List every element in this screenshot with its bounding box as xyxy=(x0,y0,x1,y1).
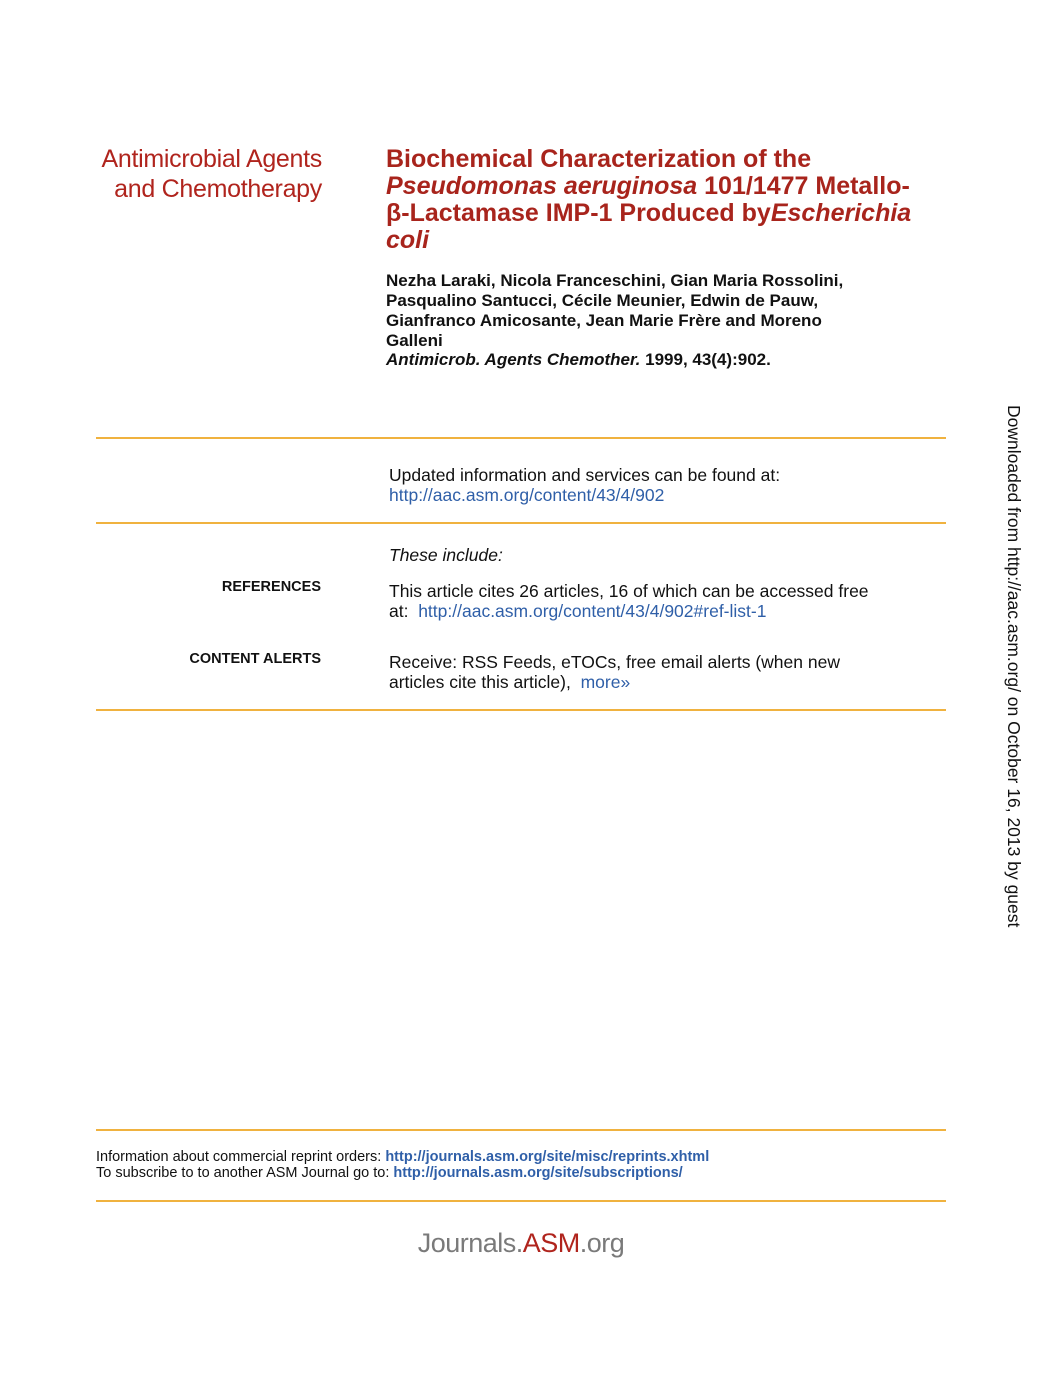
divider-middle xyxy=(96,522,946,524)
authors-line2: Pasqualino Santucci, Cécile Meunier, Edwin de Pauw, xyxy=(386,291,819,310)
updated-text: Updated information and services can be found at: xyxy=(389,465,781,485)
journal-logo xyxy=(101,144,322,204)
content-alerts-line1: Receive: RSS Feeds, eTOCs, free email alerts (when new xyxy=(389,652,840,672)
references-link[interactable]: http://aac.asm.org/content/43/4/902#ref-list-1 xyxy=(418,601,767,621)
these-include: These include: xyxy=(389,545,503,565)
updated-info xyxy=(389,465,780,505)
citation-details: 1999, 43(4):902. xyxy=(640,350,771,369)
title-part1: Biochemical Characterization of the xyxy=(386,145,812,173)
subscribe-text: To subscribe to to another ASM Journal go to: xyxy=(96,1165,394,1181)
references-label: REFERENCES xyxy=(221,579,321,595)
divider-footer-top xyxy=(96,1129,946,1131)
subscribe-link[interactable]: http://journals.asm.org/site/subscriptions/ xyxy=(393,1165,683,1181)
article-title xyxy=(386,146,956,254)
title-organism2: Escherichia xyxy=(770,199,912,227)
content-alerts-line2: articles cite this article), xyxy=(389,672,571,692)
references-at: at: xyxy=(389,601,409,621)
content-alerts-text xyxy=(389,652,840,692)
references-text xyxy=(389,581,869,621)
journals-asm-logo[interactable] xyxy=(0,1228,1042,1259)
references-line1: This article cites 26 articles, 16 of which can be accessed free xyxy=(389,581,869,601)
journal-name-line1: Antimicrobial Agents xyxy=(101,145,322,173)
authors-line3: Gianfranco Amicosante, Jean Marie Frère and Moreno xyxy=(386,311,822,330)
journal-name-line2: and Chemotherapy xyxy=(114,175,322,203)
authors-line1: Nezha Laraki, Nicola Franceschini, Gian Maria Rossolini, xyxy=(386,271,844,290)
brand-part1: Journals. xyxy=(417,1228,523,1258)
title-part3: β-Lactamase IMP-1 Produced by xyxy=(386,199,771,227)
reprint-info xyxy=(96,1149,709,1165)
brand-part2: ASM xyxy=(522,1228,580,1258)
title-organism3: coli xyxy=(386,226,430,254)
download-watermark: Downloaded from http://aac.asm.org/ on October 16, 2013 by guest xyxy=(1004,405,1024,928)
title-organism: Pseudomonas aeruginosa xyxy=(386,172,698,200)
divider-top xyxy=(96,437,946,439)
authors xyxy=(386,271,946,351)
citation-journal: Antimicrob. Agents Chemother. xyxy=(386,350,641,369)
title-part2: 101/1477 Metallo- xyxy=(697,172,910,200)
divider-footer-bottom xyxy=(96,1200,946,1202)
content-alerts-label: CONTENT ALERTS xyxy=(189,651,321,667)
more-link[interactable]: more» xyxy=(580,672,631,692)
article-url-link[interactable]: http://aac.asm.org/content/43/4/902 xyxy=(389,485,665,505)
reprint-text: Information about commercial reprint orders: xyxy=(96,1149,386,1165)
authors-line4: Galleni xyxy=(386,331,443,350)
divider-bottom xyxy=(96,709,946,711)
subscribe-info xyxy=(96,1165,683,1181)
citation xyxy=(386,350,771,370)
reprint-link[interactable]: http://journals.asm.org/site/misc/reprints.xhtml xyxy=(385,1149,710,1165)
brand-part3: .org xyxy=(579,1228,625,1258)
